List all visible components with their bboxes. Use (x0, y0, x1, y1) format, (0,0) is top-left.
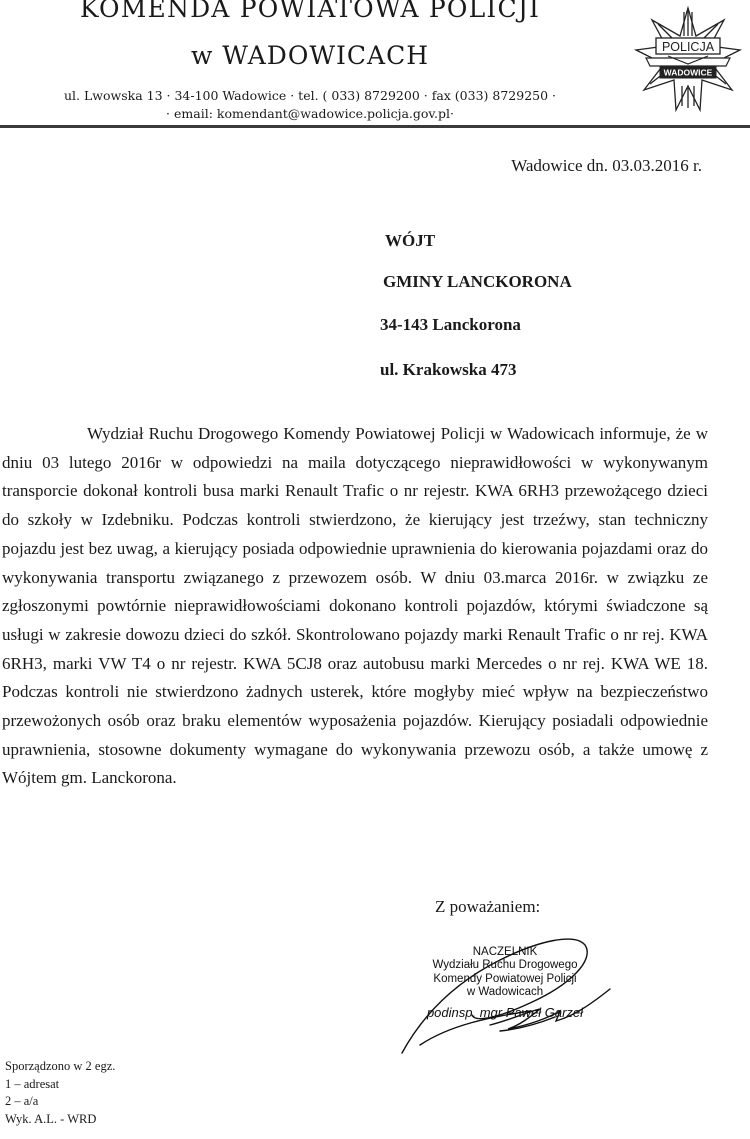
letterhead-title: KOMENDA POWIATOWA POLICJI (79, 0, 541, 23)
recipient-office: GMINY LANCKORONA (383, 272, 572, 291)
letterhead-address: ul. Lwowska 13 · 34-100 Wadowice · tel. ( 033) 8729200 · fax (033) 8729250 · (64, 88, 556, 103)
badge-top-label: POLICJA (661, 40, 715, 54)
badge-bottom-label: WADOWICE (663, 67, 713, 78)
letterhead-divider (0, 125, 750, 128)
recipient-postal: 34-143 Lanckorona (380, 315, 521, 334)
stamp-department: Wydziału Ruchu Drogowego (432, 959, 578, 972)
stamp-unit: Komendy Powiatowej Policji (433, 972, 577, 985)
letter-body: Wydział Ruchu Drogowego Komendy Powiatowej Policji w Wadowicach informuje, że w dniu 03 lutego 2016r w odpowiedzi na maila dotyczącego nieprawidłowości w wykonywanym transporcie dokonał kontroli busa marki Renault Trafic o nr rejestr. KWA 6RH3 przewożącego dzieci do szkoły w Izdebniku. Podczas kontroli stwierdzono, że kierujący jest trzeźwy, stan techniczny pojazdu jest bez uwag, a kierujący posiada odpowiednie uprawnienia do kierowania pojazdami oraz do wykonywania transportu związanego z przewozem osób. W dniu 03.marca 2016r. w związku ze zgłoszonymi powtórnie nieprawidłowościami dokonano kontroli pojazdów, którymi świadczone są usługi w zakresie dowozu dzieci do szkół. Skontrolowano pojazdy marki Renault Trafic o nr rej. KWA 6RH3, marki VW T4 o nr rejestr. KWA 5CJ8 oraz autobusu marki Mercedes o nr rej. KWA WE 18. Podczas kontroli nie stwierdzono żadnych usterek, które mogłyby mieć wpływ na bezpieczeństwo przewożonych osób oraz braku elementów wyposażenia pojazdów. Kierujący posiadali odpowiednie uprawnienia, stosowne dokumenty wymagane do wykonywania przewozu osób, a także umowę z Wójtem gm. Lanckorona. (2, 424, 708, 788)
recipient-street: ul. Krakowska 473 (380, 360, 517, 379)
stamp-city: w Wadowicach (466, 986, 544, 999)
stamp-signatory-name: podinsp. mgr Paweł Garzeł (426, 1005, 584, 1020)
closing-salutation: Z poważaniem: (435, 897, 541, 916)
footer-copy-2: 2 – a/a (5, 1094, 39, 1108)
letterhead-email: · email: komendant@wadowice.policja.gov.pl· (166, 106, 454, 121)
letterhead-subtitle: w WADOWICACH (190, 41, 430, 70)
police-star-badge-icon (632, 6, 744, 114)
footer-copy-1: 1 – adresat (5, 1077, 60, 1091)
date-line: Wadowice dn. 03.03.2016 r. (511, 156, 702, 175)
footer-copies: Sporządzono w 2 egz. (5, 1059, 116, 1073)
handwritten-signature (380, 925, 630, 1065)
recipient-title: WÓJT (385, 231, 436, 250)
footer-prepared-by: Wyk. A.L. - WRD (5, 1112, 97, 1126)
stamp-position: NACZELNIK (472, 946, 538, 958)
